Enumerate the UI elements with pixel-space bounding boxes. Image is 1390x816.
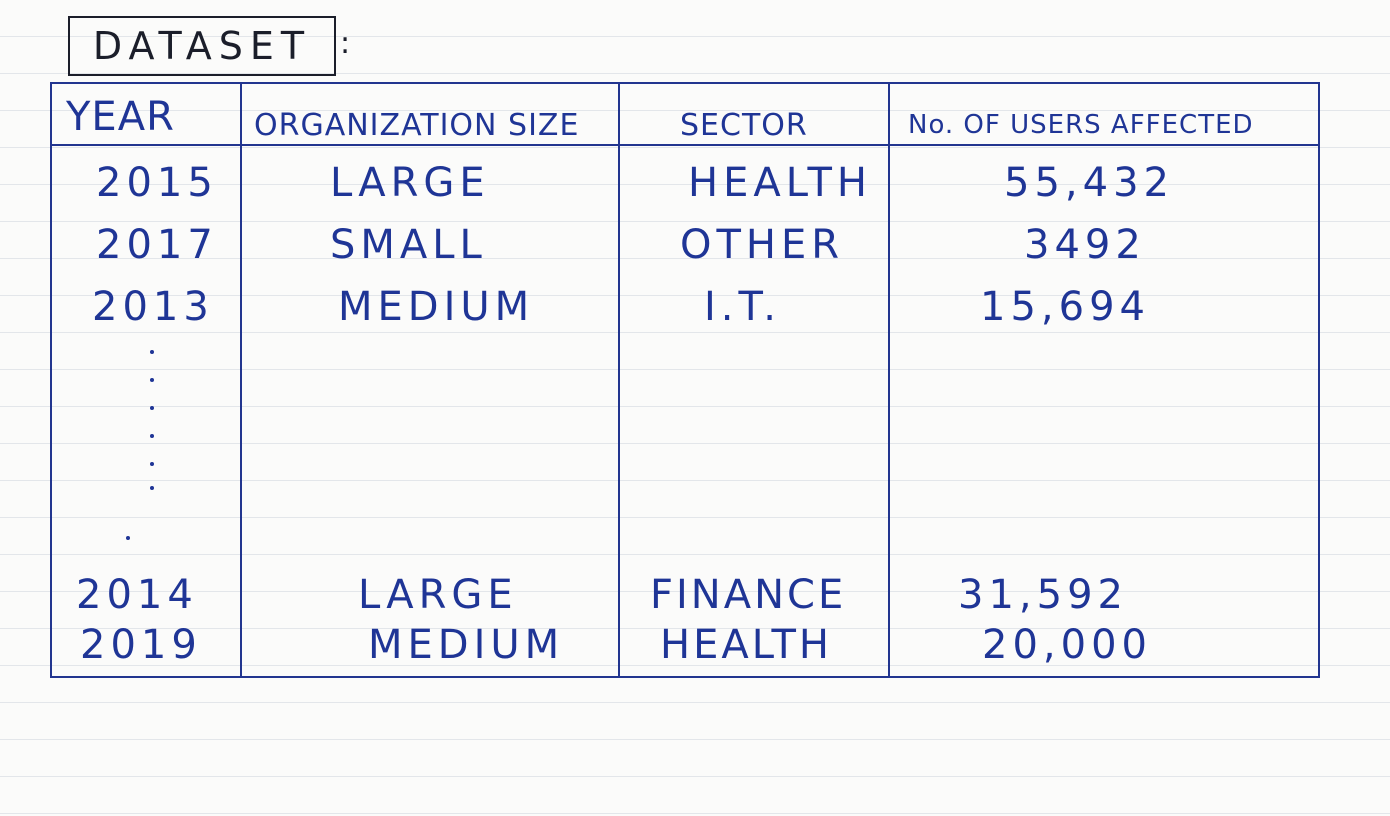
header-year: YEAR xyxy=(66,94,175,140)
row4-organization-size: LARGE xyxy=(358,572,518,618)
row1-year: 2015 xyxy=(96,160,218,206)
continuation-dot xyxy=(150,434,154,438)
dataset-title: DATASET xyxy=(92,24,312,68)
continuation-dot xyxy=(150,406,154,410)
row3-users-affected: 15,694 xyxy=(980,284,1150,330)
row5-sector: HEALTH xyxy=(660,622,833,668)
row5-organization-size: MEDIUM xyxy=(368,622,565,668)
continuation-dot xyxy=(126,536,130,540)
row1-users-affected: 55,432 xyxy=(1004,160,1174,206)
header-sector: SECTOR xyxy=(680,108,808,143)
column-divider-1 xyxy=(240,82,242,678)
row2-year: 2017 xyxy=(96,222,218,268)
continuation-dots xyxy=(150,350,154,550)
continuation-dot xyxy=(150,462,154,466)
row4-users-affected: 31,592 xyxy=(958,572,1128,618)
header-organization-size: ORGANIZATION SIZE xyxy=(254,108,580,143)
dataset-title-box xyxy=(68,16,336,76)
row3-organization-size: MEDIUM xyxy=(338,284,535,330)
row4-year: 2014 xyxy=(76,572,198,618)
title-colon: : xyxy=(340,26,351,61)
header-underline xyxy=(50,144,1320,146)
row3-year: 2013 xyxy=(92,284,214,330)
continuation-dot xyxy=(150,486,154,490)
continuation-dot xyxy=(150,350,154,354)
row1-sector: HEALTH xyxy=(688,160,873,206)
row2-sector: OTHER xyxy=(680,222,845,268)
row2-organization-size: SMALL xyxy=(330,222,487,268)
column-divider-2 xyxy=(618,82,620,678)
continuation-dot xyxy=(150,378,154,382)
row5-year: 2019 xyxy=(80,622,202,668)
column-divider-3 xyxy=(888,82,890,678)
row2-users-affected: 3492 xyxy=(1024,222,1146,268)
row4-sector: FINANCE xyxy=(650,572,847,618)
row1-organization-size: LARGE xyxy=(330,160,490,206)
row3-sector: I.T. xyxy=(704,284,781,330)
row5-users-affected: 20,000 xyxy=(982,622,1152,668)
header-users-affected: No. OF USERS AFFECTED xyxy=(908,110,1254,140)
